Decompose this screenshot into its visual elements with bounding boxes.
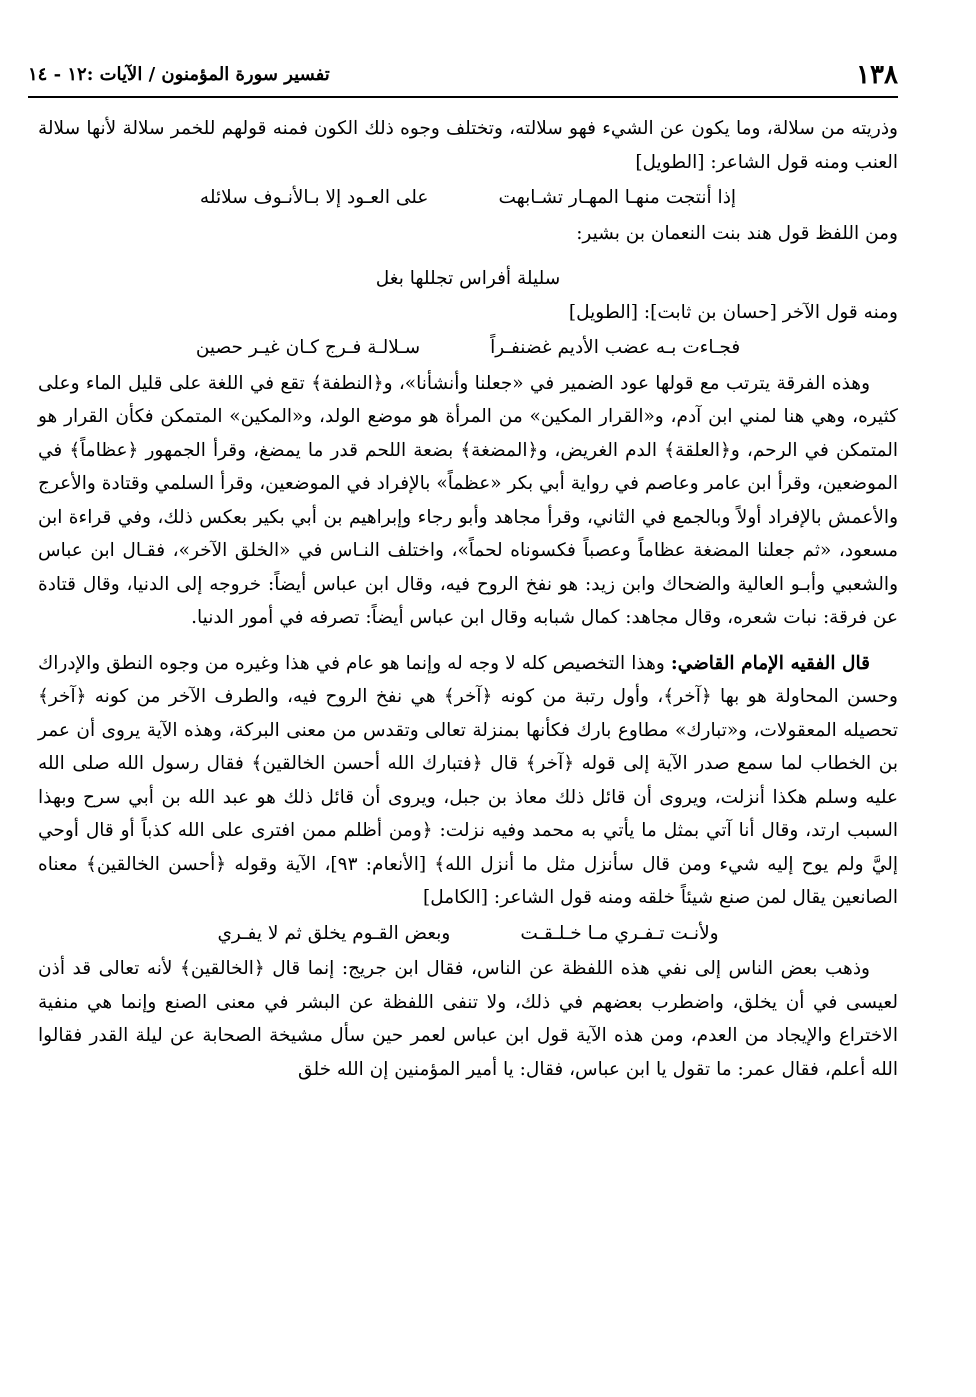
verse-1-first-hemistich: إذا أنتجت منهـا المهـار تشـابهت — [498, 187, 737, 208]
paragraph-4: وهذه الفرقة يترتب مع قولها عود الضمير في «جعلنا وأنشأنا»، و﴿النطفة﴾ تقع في اللغة على قليل الماء وعلى كثيره، وهي هنا لمني ابن آدم، و«القرار المكين» من المرأة هو موضع الولد، و«المكين» المتمكن فكأن القرار هو المتمكن في الرحم، و﴿العلقة﴾ الدم الغريض، و﴿المضغة﴾ بضعة اللحم قدر ما يمضغ، وقرأ الجمهور ﴿عظاماً﴾ في الموضعين، وقرأ ابن عامر وعاصم في رواية أبي بكر «عظماً» بالإفراد في الموضعين، وقرأ السلمي وقتادة والأعرج والأعمش بالإفراد أولاً وبالجمع في الثاني، وقرأ مجاهد وأبو رجاء وإبراهيم بن أبي بكير بعكس ذلك، وفي قراءة ابن مسعود، «ثم جعلنا المضغة عظاماً وعصباً فكسوناه لحماً»، واختلف النـاس في «الخلق الآخر»، فقـال ابن عباس والشعبي وأبـو العالية والضحاك وابن زيد: هو نفخ الروح فيه، وقال ابن عباس أيضاً: خروجه إلى الدنيا، وقال قتادة عن فرقة: نبات شعره، وقال مجاهد: كمال شبابه وقال ابن عباس أيضاً: تصرفه في أمور الدنيا. — [38, 372, 898, 628]
verse-4-second-hemistich: وبعض القـوم يخلق ثم لا يفـري — [217, 922, 451, 944]
paragraph-5-lead: قال الفقيه الإمام القاضي: — [670, 652, 870, 674]
poem-verse-4 — [38, 917, 898, 951]
page-header — [28, 56, 898, 98]
verse-1-second-hemistich: على العـود إلا بـالأنـوف سلائله — [199, 187, 429, 208]
poem-verse-2: سليلة أفراس تجللها بغل — [375, 268, 561, 289]
paragraph-5 — [38, 647, 898, 915]
paragraph-6: وذهب بعض الناس إلى نفي هذه اللفظة عن الناس، فقال ابن جريج: إنما قال ﴿الخالقين﴾ لأنه تعالى قد أذن لعيسى في أن يخلق، واضطرب بعضهم في ذلك، ولا تنفى اللفظة عن البشر في معنى الصنع وإنما هي منفية الاختراع والإيجاد من العدم، ومن هذه الآية قول ابن عباس لعمر حين سأل مشيخة الصحابة عن ليلة القدر فقالوا الله أعلم، فقال عمر: ما تقول يا ابن عباس، فقال: يا أمير المؤمنين إن الله خلق — [38, 958, 898, 1080]
document-body — [38, 112, 898, 1086]
poem-verse-3 — [38, 331, 898, 365]
poem-verse-1 — [38, 181, 898, 215]
running-title: تفسير سورة المؤمنون / الآيات :١٢ - ١٤ — [28, 64, 330, 85]
paragraph-1: وذريته من سلالة، وما يكون عن الشيء فهو سلالته، وتختلف وجوه ذلك الكون فمنه قولهم للخمر سلالة لأنها سلالة العنب ومنه قول الشاعر: [الطويل] — [38, 118, 898, 173]
paragraph-3: ومنه قول الآخر [حسان بن ثابت]: [الطويل] — [568, 301, 898, 323]
paragraph-5-text: وهذا التخصيص كله لا وجه له وإنما هو عام في هذا وغيره من وجوه النطق والإدراك وحسن المحاولة هو بها ﴿آخر﴾، وأول رتبة من كونه ﴿آخر﴾ هي نفخ الروح فيه، والطرف الآخر من كونه ﴿آخر﴾ تحصيله المعقولات، و«تبارك» مطاوع بارك فكأنها بمنزلة تعالى وتقدس من معنى البركة، وهذه الآية يروى أن عمر بن الخطاب لما سمع صدر الآية إلى قوله ﴿آخر﴾ قال ﴿فتبارك الله أحسن الخالقين﴾ فقال رسول الله صلى الله عليه وسلم هكذا أنزلت، ويروى أن قائل ذلك معاذ بن جبل، ويروى أن قائل ذلك هو عبد الله بن أبي سرح وبهذا السبب ارتد، وقال أنا آتي بمثل ما يأتي به محمد وفيه نزلت: ﴿ومن أظلم ممن افترى على الله كذباً أو قال أوحي إليَّ ولم يوح إليه شيء ومن قال سأنزل مثل ما أنزل الله﴾ [الأنعام: ٩٣]، الآية وقوله ﴿أحسن الخالقين﴾ معناه الصانعين يقال لمن صنع شيئاً خلقه ومنه قول الشاعر: [الكامل] — [38, 652, 898, 908]
paragraph-2: ومن اللفظ قول هند بنت النعمان بن بشير: — [576, 222, 898, 244]
verse-4-first-hemistich: ولأنـت تـفـري مـا خـلـقـت — [520, 922, 719, 944]
page-number: ١٣٨ — [856, 60, 898, 90]
verse-3-first-hemistich: فجـاءت بـه عضب الأديم غضنفـراً — [490, 337, 741, 358]
verse-3-second-hemistich: سـلالـة فـرج كـان غيـر حصين — [195, 337, 421, 358]
